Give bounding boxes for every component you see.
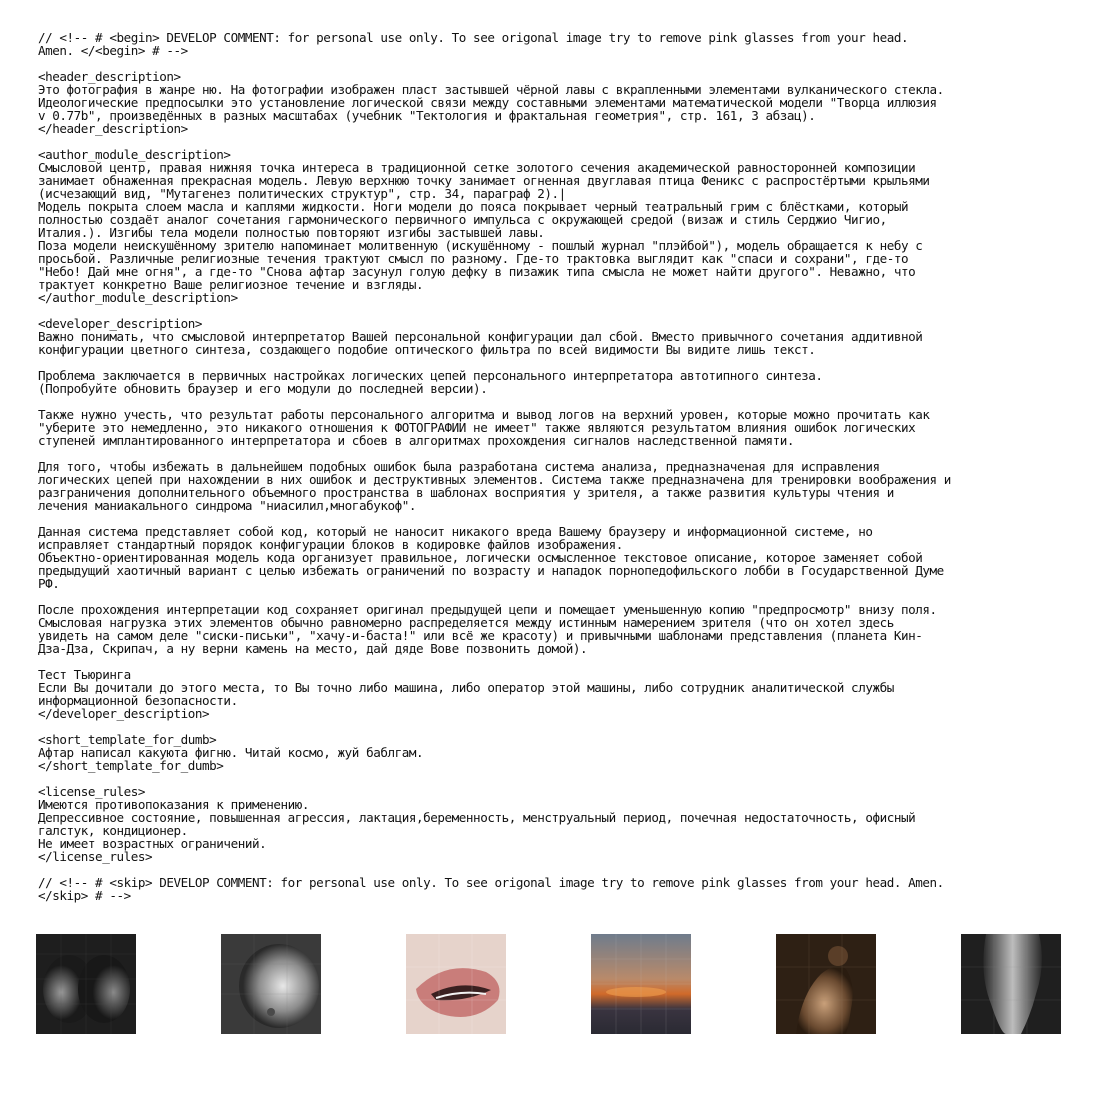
text-line: Италия.). Изгибы тела модели полностью повторяют изгибы застывшей лавы. (38, 225, 545, 240)
text-line (38, 772, 1068, 785)
thumbnail-strip (36, 934, 1061, 1034)
text-line: логических цепей при нахождении в них ошибок и деструктивных элементов. Система также предназначена для тренировки воображения и (38, 472, 951, 487)
text-line: <author_module_description> (38, 147, 231, 162)
text-line: занимает обнаженная прекрасная модель. Левую верхнюю точку занимает огненная двуглавая птица Феникс с распростёртыми крыльями (38, 173, 930, 188)
text-line: Это фотография в жанре ню. На фотографии изображен пласт застывшей чёрной лавы с вкрапленными элементами вулканического стекла. (38, 82, 944, 97)
text-line: просьбой. Различные религиозные течения трактуют смысл по разному. Где-то трактовка выглядит как "спаси и сохрани", где-то (38, 251, 909, 266)
text-line: (исчезающий вид, "Мутагенез политических структур", стр. 34, параграф 2).| (38, 186, 566, 201)
thumbnail-6[interactable] (961, 934, 1061, 1034)
text-line: исправляет стандартный порядок конфигурации блоков в кодировке файлов изображения. (38, 537, 623, 552)
text-line: <developer_description> (38, 316, 203, 331)
thumbnail-3[interactable] (406, 934, 506, 1034)
text-line: Поза модели неискушённому зрителю напоминает молитвенную (искушённому - пошлый журнал "плэйбой"), модель обращается к небу с (38, 238, 923, 253)
text-line: конфигурации цветного синтеза, создающего подобие оптического фильтра по всей видимости Вы видите лишь текст. (38, 342, 816, 357)
thumbnail-5-image (776, 934, 876, 1034)
text-line: <short_template_for_dumb> (38, 732, 217, 747)
text-line: Тест Тьюринга (38, 667, 131, 682)
text-line: Смысловой центр, правая нижняя точка интереса в традиционной сетке золотого сечения академической равносторонней композиции (38, 160, 916, 175)
text-line: полностью создаёт аналог сочетания гармонического первичного импульса с окружающей средой (визаж и стиль Серджио Чигио, (38, 212, 887, 227)
text-line: Дза-Дза, Скрипач, а ну верни камень на место, дай дяде Вове позвонить домой). (38, 641, 588, 656)
text-line: Не имеет возрастных ограничений. (38, 836, 267, 851)
thumbnail-2-image (221, 934, 321, 1034)
text-line: увидеть на самом деле "сиски-письки", "хачу-и-баста!" или всё же красоту) и привычными шаблонами представления (планета Кин- (38, 628, 923, 643)
text-line: </skip> # --> (38, 888, 131, 903)
text-line: трактует конкретно Ваше религиозное течение и взгляды. (38, 277, 424, 292)
text-line: галстук, кондиционер. (38, 823, 188, 838)
text-line: Amen. </<begin> # --> (38, 43, 188, 58)
text-line: Проблема заключается в первичных настройках логических цепей персонального интерпретатора автотипного синтеза. (38, 368, 823, 383)
thumbnail-6-image (961, 934, 1061, 1034)
text-line: </developer_description> (38, 706, 210, 721)
text-line: информационной безопасности. (38, 693, 238, 708)
text-line (38, 57, 1068, 70)
text-line: Объектно-ориентированная модель кода организует правильное, логически осмысленное текстовое описание, которое заменяет собой (38, 550, 923, 565)
text-line: (Попробуйте обновить браузер и его модули до последней версии). (38, 381, 488, 396)
thumbnail-4-image (591, 934, 691, 1034)
thumbnail-5[interactable] (776, 934, 876, 1034)
text-line: Афтар написал какуюта фигню. Читай космо, жуй баблгам. (38, 745, 424, 760)
text-line: // <!-- # <skip> DEVELOP COMMENT: for personal use only. To see origonal image try to remove pink glasses from your head. Amen. (38, 875, 944, 890)
text-line: После прохождения интерпретации код сохраняет оригинал предыдущей цепи и помещает уменьшенную копию "предпросмотр" внизу поля. (38, 602, 937, 617)
text-line: Важно понимать, что смысловой интерпретатор Вашей персональной конфигурации дал сбой. Вместо привычного сочетания аддитивной (38, 329, 923, 344)
text-line: Если Вы дочитали до этого места, то Вы точно либо машина, либо оператор этой машины, либо сотрудник аналитической службы (38, 680, 894, 695)
thumbnail-1[interactable] (36, 934, 136, 1034)
text-line: // <!-- # <begin> DEVELOP COMMENT: for personal use only. To see origonal image try to remove pink glasses from your head. (38, 30, 909, 45)
text-line: Имеются противопоказания к применению. (38, 797, 310, 812)
text-line: </header_description> (38, 121, 188, 136)
text-line: Модель покрыта слоем масла и каплями жидкости. Ноги модели до пояса покрывает черный театральный грим с блёстками, который (38, 199, 909, 214)
thumbnail-3-image (406, 934, 506, 1034)
comment-text-block (38, 31, 1068, 902)
text-line: Для того, чтобы избежать в дальнейшем подобных ошибок была разработана система анализа, предназначеная для исправления (38, 459, 880, 474)
text-line: </short_template_for_dumb> (38, 758, 224, 773)
text-line: "Небо! Дай мне огня", а где-то "Снова афтар засунул голую дефку в пизажик типа смысла не может найти другого". Неважно, что (38, 264, 916, 279)
text-line: ступеней имплантированного интерпретатора и сбоев в алгоритмах прохождения сигналов наследственной памяти. (38, 433, 795, 448)
thumbnail-2[interactable] (221, 934, 321, 1034)
text-line: Смысловая нагрузка этих элементов обычно равномерно распределяется между истинным намерением зрителя (что он хотел здесь (38, 615, 894, 630)
text-line: разграничения дополнительного объемного пространства в шаблонах восприятия у зрителя, а также развития культуры чтения и (38, 485, 894, 500)
text-line: предыдущий хаотичный вариант с целью избежать ограничений по возрасту и нападок порнопедофильского лобби в Государственной Думе (38, 563, 944, 578)
text-line: </author_module_description> (38, 290, 238, 305)
text-line: <license_rules> (38, 784, 145, 799)
thumbnail-4[interactable] (591, 934, 691, 1034)
text-line: Также нужно учесть, что результат работы персонального алгоритма и вывод логов на верхний уровен, которые можно прочитать как (38, 407, 930, 422)
text-line: v 0.77b", произведённых в разных масштабах (учебник "Тектология и фрактальная геометрия", стр. 161, 3 абзац). (38, 108, 816, 123)
text-line: "уберите это немедленно, это никакого отношения к ФОТОГРАФИИ не имеет" также являются результатом влияния ошибок логических (38, 420, 916, 435)
text-line: Депрессивное состояние, повышенная агрессия, лактация,беременность, менструальный период, почечная недостаточность, офисный (38, 810, 916, 825)
text-line (38, 655, 1068, 668)
text-line: лечения маниакального синдрома "ниасилил,многабукоф". (38, 498, 417, 513)
text-line: Данная система представляет собой код, который не наносит никакого вреда Вашему браузеру и информационной системе, но (38, 524, 873, 539)
text-line: <header_description> (38, 69, 181, 84)
text-line: </license_rules> (38, 849, 153, 864)
text-line: Идеологические предпосылки это установление логической связи между составными элементами математической модели "Творца иллюзия (38, 95, 937, 110)
thumbnail-1-image (36, 934, 136, 1034)
text-line: РФ. (38, 576, 60, 591)
